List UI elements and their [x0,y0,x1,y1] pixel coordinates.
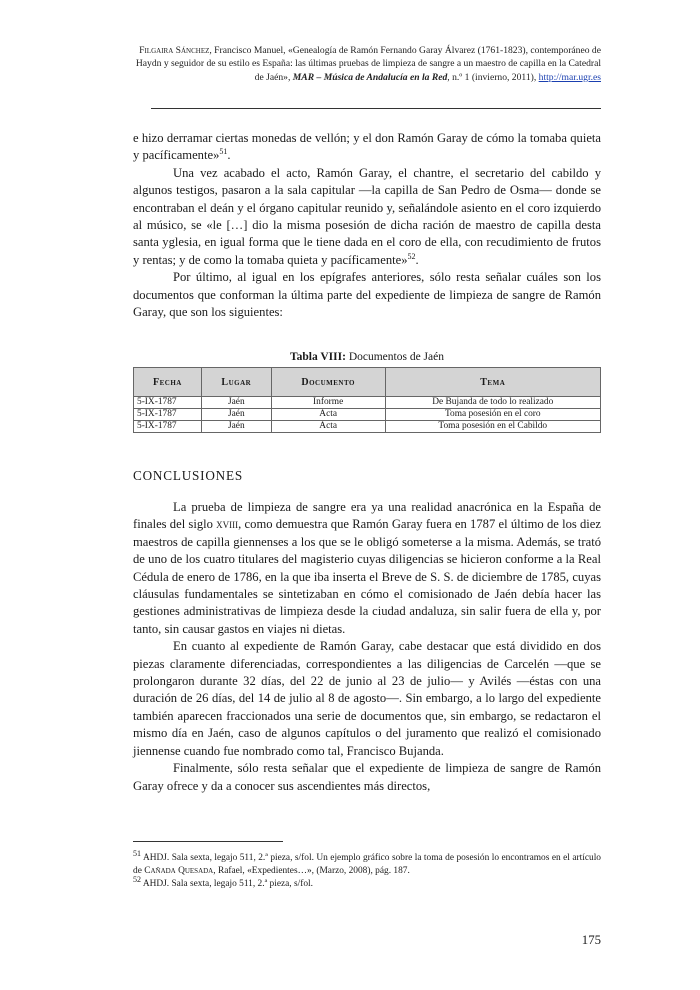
footnotes [133,848,601,892]
table-row [134,409,601,421]
paragraph [133,499,601,638]
footnote-ref-51[interactable]: 51 [219,147,228,157]
paragraph: Por último, al igual en los epígrafes anteriores, sólo resta señalar cuáles son los documentos que conforman la última parte del expediente de limpieza de sangre de Ramón Garay, que son los siguientes: [133,270,601,320]
paragraph-text: . [227,148,231,163]
section-heading: CONCLUSIONES [133,468,243,483]
footnote-number: 51 [133,848,141,858]
paragraph [133,165,601,269]
header-citation: , Francisco Manuel, «Genealogía de Ramón Fernando Garay Álvarez (1761-1823), contemporáneo de Haydn y seguidor de su estilo es España: las últimas pruebas de limpieza de sangre a un maestro de capilla en la Catedral de Jaén», [135,45,601,83]
header-rule [151,108,601,109]
footnote-ref-52[interactable]: 52 [407,251,416,261]
paragraph: Finalmente, sólo resta señalar que el expediente de limpieza de sangre de Ramón Garay ofrece y da a conocer sus ascendientes más directos, [133,761,601,793]
table-header-row [134,368,601,397]
table-cell: 5-IX-1787 [134,409,202,421]
footnote-text: , Rafael, «Expedientes…», (Marzo, 2008), pág. 187. [213,866,410,877]
century-numeral: xviii [216,517,239,532]
table-cell: 5-IX-1787 [134,397,202,409]
paragraph: En cuanto al expediente de Ramón Garay, cabe destacar que está dividido en dos piezas claramente diferenciadas, correspondientes a las diligencias de Carcelén —que se prolongaron durante 32 días, del 22 de junio al 23 de julio— y Avilés —éstas con una duración de 26 días, del 14 de julio al 8 de agosto—. Sin embargo, a lo largo del expediente también aparecen fraccionados una serie de documentos que, sin embargo, se redactaron el mismo día en Jaén, caso de algunos capítulos o del juramento que realizó el comisionado jiennense cuando fue nombrado como tal, Francisco Bujanda. [133,639,601,758]
column-header-documento: Documento [271,368,385,397]
footnote-52 [133,875,601,891]
paragraph-text: La prueba de limpieza de sangre era ya una realidad anacrónica en la España de finales del siglo [133,500,601,532]
table-cell: Acta [271,409,385,421]
footnote-text: AHDJ. Sala sexta, legajo 511, 2.ª pieza, s/fol. [141,879,313,890]
column-header-tema: Tema [385,368,600,397]
paragraph-text: e hizo derramar ciertas monedas de vellón; y el don Ramón Garay de cómo la tomaba quieta y pacíficamente» [133,131,601,163]
column-header-fecha: Fecha [134,368,202,397]
column-header-lugar: Lugar [201,368,271,397]
footnote-author: Cañada Quesada [144,866,214,877]
table-row [134,397,601,409]
paragraph-text: , como demuestra que Ramón Garay fuera en 1787 el último de los diez maestros de capilla giennenses a los que se le obligó someterse a la misma. Además, se trató de uno de los cuatro titulares del magisterio cuyas diligencias se hicieron conforme a la Real Cédula de enero de 1786, en la que iba inserta el Breve de S. S. de diciembre de 1785, cuyas cláusulas fundamentales se sintetizaban en cómo el comisionado de Jaén debía hacer las gestiones administrativas de limpieza desde la ciudad andaluza, sin salir fuera de ella y, por tanto, sin causar gastos en viajes ni dietas. [133,517,601,636]
table-caption-text: Documentos de Jaén [345,351,444,363]
table-cell: Toma posesión en el coro [385,409,600,421]
table-cell: Jaén [201,421,271,433]
footnote-number: 52 [133,875,141,885]
table-cell: Jaén [201,397,271,409]
footnote-text: AHDJ. Sala sexta, legajo 511, 2.ª pieza, s/fol. Un ejemplo gráfico sobre la toma de posesión lo encontramos en el artículo de [133,853,601,877]
conclusions-text [133,499,601,795]
table-row [134,421,601,433]
table-caption [133,351,601,364]
documents-table [133,367,601,433]
paragraph-text: . [415,252,419,267]
page-number: 175 [581,933,601,947]
table-cell: De Bujanda de todo lo realizado [385,397,600,409]
table-caption-label: Tabla VIII: [290,351,346,363]
header-author: Filgaira Sánchez [139,45,210,56]
paragraph [133,130,601,165]
header-journal: MAR – Música de Andalucía en la Red [292,71,448,83]
footnote-51 [133,848,601,878]
table-cell: Jaén [201,409,271,421]
table-cell: 5-IX-1787 [134,421,202,433]
paragraph-text: Una vez acabado el acto, Ramón Garay, el chantre, el secretario del cabildo y algunos testigos, pasaron a la sala capitular —la capilla de San Pedro de Osma— donde se encontraban el deán y el órgano capitular reunido y, señalándole asiento en el coro izquierdo al músico, se «le […] dio la misma posesión de dicha ración de maestro de capilla desta santa yglesia, en igual forma que le tiene dada en el coro de ella, con recudimiento de frutos y rentas; y de como la tomaba quieta y pacíficamente» [133,165,601,267]
footnote-rule [133,841,283,842]
body-text [133,130,601,321]
documents-table-block [133,351,601,433]
header-url-link[interactable]: http://mar.ugr.es [538,71,601,83]
running-header [133,44,601,84]
header-issue: , n.º 1 (invierno, 2011), [447,71,539,83]
table-cell: Informe [271,397,385,409]
table-cell: Acta [271,421,385,433]
table-cell: Toma posesión en el Cabildo [385,421,600,433]
